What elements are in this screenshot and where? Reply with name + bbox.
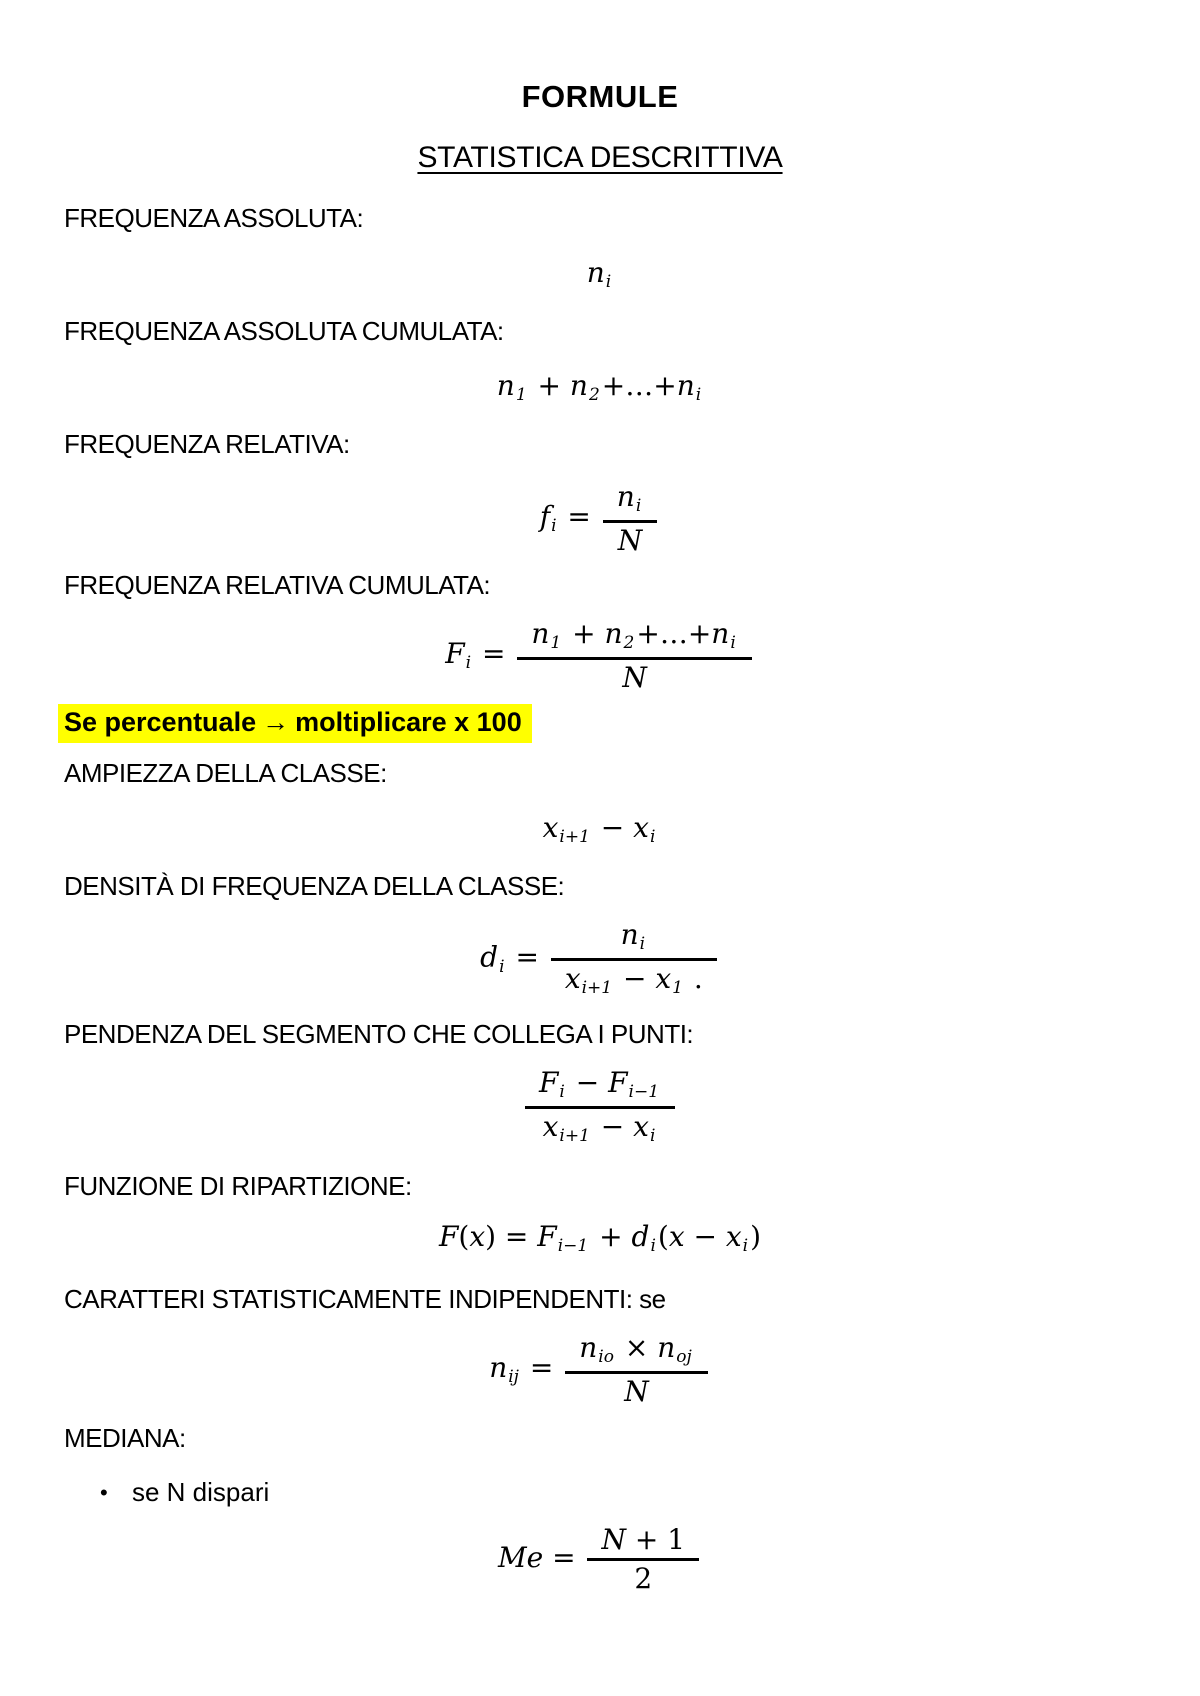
formula-ampiezza-della-classe: xi+1 − xi: [542, 811, 656, 848]
formula-densita-di-frequenza: di = $\frac{ni}{xi+1 - x1 .}$: [0, 920, 1200, 998]
heading-densita-di-frequenza: DENSITÀ DI FREQUENZA DELLA CLASSE:: [64, 871, 565, 902]
formula-mediana-dispari: Me = $\frac{N + 1}{2}$: [0, 1525, 1200, 1594]
bullet-item-se-n-dispari: [100, 1478, 1200, 1507]
formula-frequenza-relativa-cumulata: Fi = $\frac{n1 + n2+\dots+ni}{N}$: [0, 619, 1200, 692]
bullet-icon: •: [100, 1480, 108, 1506]
formula-frequenza-relativa: fi = $\frac{ni}{N}$: [0, 482, 1200, 555]
note-text-before: Se percentuale: [64, 707, 257, 738]
heading-frequenza-relativa-cumulata: FREQUENZA RELATIVA CUMULATA:: [64, 570, 491, 601]
note-text-after: moltiplicare x 100: [295, 707, 522, 738]
heading-frequenza-assoluta-cumulata: FREQUENZA ASSOLUTA CUMULATA:: [64, 316, 504, 346]
heading-pendenza-del-segmento: PENDENZA DEL SEGMENTO CHE COLLEGA I PUNTI:: [64, 1019, 694, 1050]
formula-frequenza-assoluta-cumulata: n1 + n2+…+ni: [496, 369, 702, 405]
heading-frequenza-assoluta: FREQUENZA ASSOLUTA:: [64, 203, 364, 233]
heading-funzione-di-ripartizione: FUNZIONE DI RIPARTIZIONE:: [64, 1170, 412, 1201]
heading-caratteri-statisticamente-indipendenti: CARATTERI STATISTICAMENTE INDIPENDENTI: se: [64, 1283, 666, 1314]
heading-mediana: MEDIANA:: [64, 1423, 186, 1454]
highlighted-note-row: [58, 704, 1200, 743]
document-subtitle: [0, 140, 1200, 176]
highlighted-note: [58, 704, 532, 743]
subtitle-text: STATISTICA DESCRITTIVA: [417, 141, 783, 174]
bullet-text: se N dispari: [132, 1477, 270, 1508]
formula-pendenza-del-segmento: $\frac{Fi - Fi-1}{xi+1 - xi}$: [0, 1068, 1200, 1146]
heading-ampiezza-della-classe: AMPIEZZA DELLA CLASSE:: [64, 758, 387, 789]
heading-frequenza-relativa: FREQUENZA RELATIVA:: [64, 429, 350, 459]
formula-funzione-di-ripartizione: F(x) = Fi−1 + di(x − xi): [438, 1219, 762, 1256]
formula-frequenza-assoluta: ni: [586, 256, 612, 292]
page-title: FORMULE: [521, 79, 679, 114]
formula-caratteri-indipendenti: nij = $\frac{\text{nio × noj}}{N}$: [0, 1333, 1200, 1406]
right-arrow-icon: →: [262, 707, 290, 738]
